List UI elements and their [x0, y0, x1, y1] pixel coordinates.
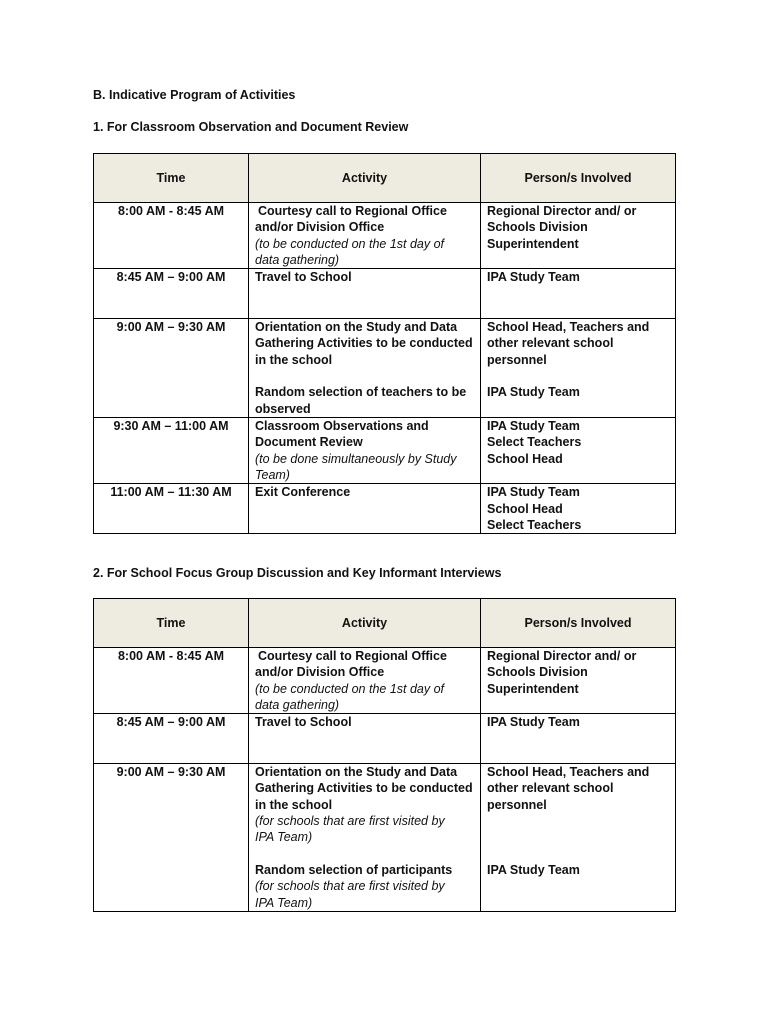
persons-cell [481, 764, 676, 912]
activity-line: Exit Conference [255, 485, 351, 500]
activity-line: in the school [255, 352, 333, 367]
person-line: Schools Division [487, 220, 588, 235]
person-line: personnel [487, 797, 547, 812]
activity-line: and/or Division Office [255, 220, 385, 235]
schedule-table-1 [93, 153, 676, 534]
persons-cell [481, 319, 676, 418]
person-line: IPA Study Team [487, 485, 580, 500]
table-header-row [94, 154, 676, 203]
table-row [94, 648, 676, 714]
activity-note: (for schools that are first visited by [255, 879, 445, 894]
activity-note: Team) [255, 468, 290, 483]
persons-cell [481, 203, 676, 269]
spacer [487, 829, 669, 845]
person-line: Select Teachers [487, 435, 582, 450]
person-line: other relevant school [487, 781, 614, 796]
persons-cell [481, 484, 676, 534]
time-cell: 9:00 AM – 9:30 AM [94, 764, 249, 912]
spacer [255, 846, 474, 862]
activity-line: Random selection of participants [255, 862, 453, 877]
activity-line: Courtesy call to Regional Office [258, 204, 447, 218]
activity-cell [249, 714, 481, 764]
activity-note: (for schools that are first visited by [255, 814, 445, 829]
time-cell: 9:00 AM – 9:30 AM [94, 319, 249, 418]
table-header-row [94, 599, 676, 648]
spacer [487, 813, 669, 829]
activity-line: Gathering Activities to be conducted [255, 336, 473, 351]
table-row [94, 484, 676, 534]
persons-header: Person/s Involved [481, 154, 676, 203]
activity-line: Travel to School [255, 715, 352, 730]
section-title: B. Indicative Program of Activities [93, 88, 296, 102]
activity-line: Travel to School [255, 270, 352, 285]
activity-line: in the school [255, 797, 333, 812]
activity-line: Orientation on the Study and Data [255, 765, 458, 780]
person-line: Regional Director and/ or [487, 204, 637, 218]
activity-cell [249, 269, 481, 319]
activity-note: (to be conducted on the 1st day of [255, 681, 445, 696]
person-line: IPA Study Team [487, 385, 580, 400]
activity-note: (to be done simultaneously by Study [255, 451, 457, 466]
activity-header: Activity [249, 154, 481, 203]
person-line: IPA Study Team [487, 419, 580, 434]
table-row [94, 764, 676, 912]
persons-cell [481, 648, 676, 714]
activity-line: Gathering Activities to be conducted [255, 781, 473, 796]
person-line: Schools Division [487, 665, 588, 680]
time-header: Time [94, 154, 249, 203]
time-cell: 9:30 AM – 11:00 AM [94, 418, 249, 484]
activity-cell [249, 418, 481, 484]
activity-line: Random selection of teachers to be [255, 385, 467, 400]
spacer [255, 368, 474, 384]
table-row [94, 714, 676, 764]
activity-line: and/or Division Office [255, 665, 385, 680]
activity-cell [249, 319, 481, 418]
time-header: Time [94, 599, 249, 648]
table-row [94, 203, 676, 269]
activity-note: IPA Team) [255, 830, 313, 845]
activity-note: data gathering) [255, 252, 340, 267]
spacer [487, 368, 669, 384]
time-cell: 8:00 AM - 8:45 AM [94, 648, 249, 714]
activity-cell [249, 764, 481, 912]
table2-title: 2. For School Focus Group Discussion and Key Informant Interviews [93, 566, 502, 580]
person-line: Superintendent [487, 681, 579, 696]
person-line: IPA Study Team [487, 862, 580, 877]
person-line: School Head [487, 501, 563, 516]
activity-line: Courtesy call to Regional Office [258, 649, 447, 663]
persons-cell [481, 269, 676, 319]
person-line: Superintendent [487, 236, 579, 251]
activity-header: Activity [249, 599, 481, 648]
activity-note: IPA Team) [255, 895, 313, 910]
activity-line: Orientation on the Study and Data [255, 320, 458, 335]
schedule-table-2 [93, 598, 676, 912]
time-cell: 8:45 AM – 9:00 AM [94, 269, 249, 319]
person-line: Select Teachers [487, 517, 582, 532]
person-line: IPA Study Team [487, 715, 580, 730]
table-row [94, 319, 676, 418]
time-cell: 8:45 AM – 9:00 AM [94, 714, 249, 764]
time-cell: 11:00 AM – 11:30 AM [94, 484, 249, 534]
activity-cell [249, 648, 481, 714]
person-line: Regional Director and/ or [487, 649, 637, 663]
person-line: School Head, Teachers and [487, 320, 650, 335]
activity-line: observed [255, 401, 311, 416]
persons-header: Person/s Involved [481, 599, 676, 648]
person-line: other relevant school [487, 336, 614, 351]
activity-cell [249, 203, 481, 269]
table-row [94, 269, 676, 319]
person-line: IPA Study Team [487, 270, 580, 285]
person-line: personnel [487, 352, 547, 367]
activity-note: data gathering) [255, 697, 340, 712]
activity-line: Classroom Observations and [255, 419, 429, 434]
person-line: School Head [487, 451, 563, 466]
spacer [487, 846, 669, 862]
activity-line: Document Review [255, 435, 363, 450]
time-cell: 8:00 AM - 8:45 AM [94, 203, 249, 269]
person-line: School Head, Teachers and [487, 765, 650, 780]
activity-note: (to be conducted on the 1st day of [255, 236, 445, 251]
activity-cell [249, 484, 481, 534]
persons-cell [481, 418, 676, 484]
table1-title: 1. For Classroom Observation and Document Review [93, 120, 409, 134]
persons-cell [481, 714, 676, 764]
table-row [94, 418, 676, 484]
